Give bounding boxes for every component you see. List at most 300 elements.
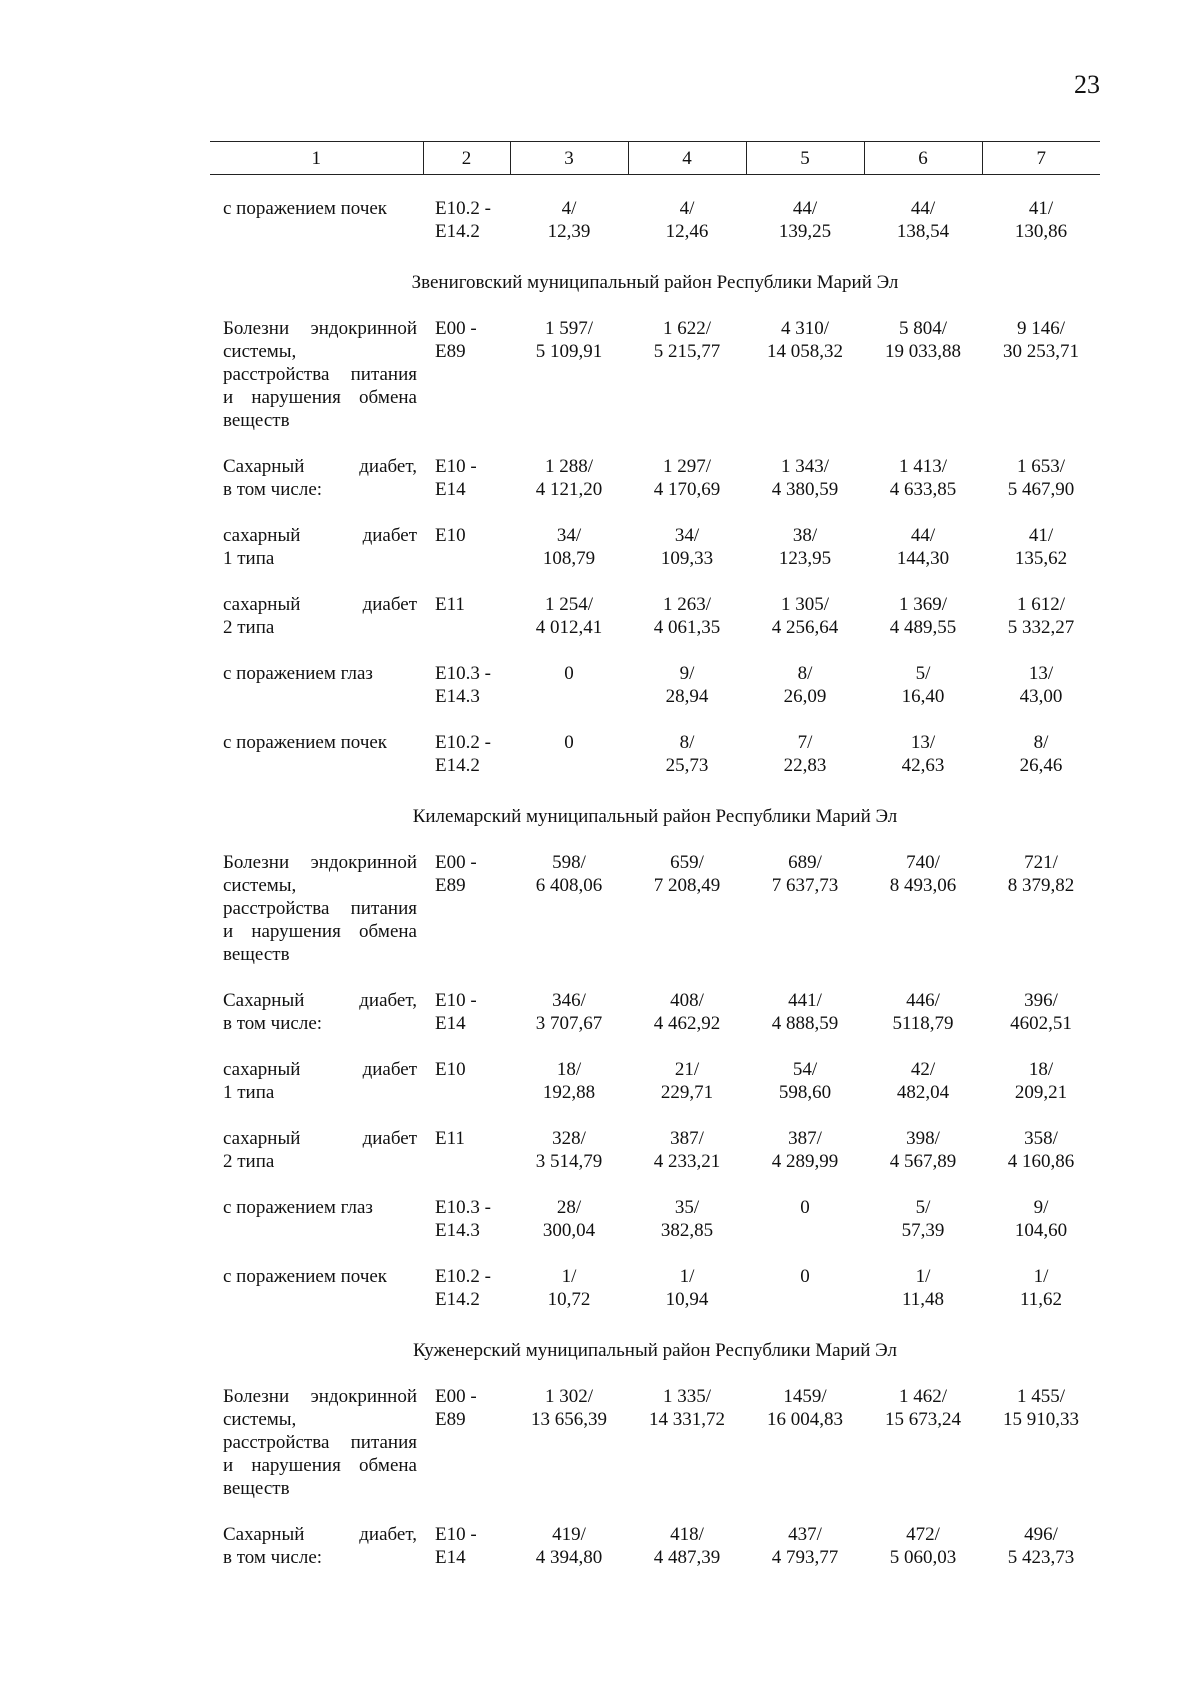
table-row: [210, 1058, 1100, 1104]
value-col-5-line: 1 305/: [780, 594, 830, 615]
value-col-3-line: 1 288/: [544, 456, 594, 477]
table-row: [210, 1385, 1100, 1500]
value-col-7-line: 209,21: [1014, 1082, 1068, 1103]
value-col-5-line: 1459/: [783, 1386, 827, 1407]
column-header-2: 2: [423, 142, 510, 175]
value-col-5-line: 8/: [797, 663, 813, 684]
value-col-7-line: 43,00: [1019, 686, 1063, 707]
value-col-7-line: 8 379,82: [1007, 875, 1075, 896]
value-col-5-line: 123,95: [778, 548, 832, 569]
value-col-4-line: 4/: [679, 198, 695, 219]
value-col-4: [628, 1127, 746, 1173]
value-col-6-line: 1/: [915, 1266, 931, 1287]
value-col-3-line: 3 514,79: [535, 1151, 603, 1172]
value-col-3-line: 1/: [561, 1266, 577, 1287]
spacer: [210, 175, 1100, 198]
spacer: [210, 1500, 1100, 1523]
value-col-3-line: 4 012,41: [535, 617, 603, 638]
icd-code-line: E10.3 -: [435, 1197, 491, 1218]
indicator-name-line: системы,: [223, 1409, 297, 1430]
section-title: Звениговский муниципальный район Республики Марий Эл: [411, 272, 899, 293]
spacer: [210, 257, 1100, 271]
value-col-5: [746, 524, 864, 570]
spacer-row: [210, 777, 1100, 791]
value-col-4-line: 25,73: [665, 755, 709, 776]
column-header-5: 5: [746, 142, 864, 175]
spacer-row: [210, 1035, 1100, 1058]
value-col-5-line: 38/: [792, 525, 818, 546]
indicator-name: [210, 1385, 423, 1500]
value-col-3-line: 108,79: [542, 548, 596, 569]
indicator-name: [210, 1058, 423, 1104]
spacer-row: [210, 1325, 1100, 1339]
value-col-6-line: 42/: [910, 1059, 936, 1080]
value-col-5-line: 1 343/: [780, 456, 830, 477]
header-row: [210, 142, 1100, 175]
table-row: [210, 317, 1100, 432]
table-row: [210, 455, 1100, 501]
value-col-7-line: 9 146/: [1016, 318, 1066, 339]
value-col-4-line: 4 061,35: [653, 617, 721, 638]
indicator-name-line: Болезни эндокринной: [223, 1386, 417, 1407]
value-col-6-line: 138,54: [896, 221, 950, 242]
value-col-5: [746, 1385, 864, 1500]
icd-code-line: E10 -: [435, 456, 477, 477]
column-header-6: 6: [864, 142, 982, 175]
value-col-4-line: 5 215,77: [653, 341, 721, 362]
value-col-5-line: 387/: [788, 1128, 822, 1149]
spacer-row: [210, 243, 1100, 257]
value-col-7-line: 135,62: [1014, 548, 1068, 569]
value-col-4: [628, 593, 746, 639]
table-row: [210, 197, 1100, 243]
value-col-7: [982, 662, 1100, 708]
value-col-7-line: 496/: [1024, 1524, 1058, 1545]
value-col-6: [864, 1196, 982, 1242]
value-col-4: [628, 455, 746, 501]
indicator-name-line: 1 типа: [223, 1082, 275, 1103]
indicator-name: [210, 197, 423, 243]
value-col-4-line: 35/: [674, 1197, 700, 1218]
value-col-7: [982, 197, 1100, 243]
statistics-table-container: [210, 141, 1100, 1583]
value-col-6: [864, 662, 982, 708]
value-col-6: [864, 851, 982, 966]
value-col-6-line: 8 493,06: [889, 875, 957, 896]
value-col-4: [628, 731, 746, 777]
column-header-1: 1: [210, 142, 423, 175]
icd-code-line: E10 -: [435, 990, 477, 1011]
indicator-name-line: и нарушения обмена: [223, 1455, 417, 1476]
indicator-name-line: системы,: [223, 875, 297, 896]
value-col-4: [628, 1523, 746, 1569]
section-row: [210, 805, 1100, 828]
indicator-name: [210, 851, 423, 966]
value-col-5-line: 54/: [792, 1059, 818, 1080]
value-col-3-line: 419/: [552, 1524, 586, 1545]
statistics-table: [210, 141, 1100, 1583]
icd-code-line: E89: [435, 341, 466, 362]
indicator-name-line: 2 типа: [223, 1151, 275, 1172]
value-col-5-line: 689/: [788, 852, 822, 873]
value-col-5-line: 4 888,59: [771, 1013, 839, 1034]
table-row: [210, 1523, 1100, 1569]
value-col-5-line: 4 289,99: [771, 1151, 839, 1172]
value-col-3: [510, 989, 628, 1035]
value-col-5-line: 7/: [797, 732, 813, 753]
value-col-4: [628, 1265, 746, 1311]
value-col-4: [628, 851, 746, 966]
indicator-name-line: в том числе:: [223, 1547, 323, 1568]
value-col-5: [746, 1127, 864, 1173]
icd-code: [423, 1058, 510, 1104]
value-col-4: [628, 197, 746, 243]
table-row: [210, 731, 1100, 777]
value-col-7-line: 721/: [1024, 852, 1058, 873]
value-col-3: [510, 1196, 628, 1242]
indicator-name: [210, 1265, 423, 1311]
value-col-6-line: 1 369/: [898, 594, 948, 615]
indicator-name-line: 1 типа: [223, 548, 275, 569]
value-col-6: [864, 1523, 982, 1569]
value-col-5: [746, 731, 864, 777]
value-col-4-line: 34/: [674, 525, 700, 546]
value-col-6-line: 5/: [915, 1197, 931, 1218]
indicator-name: [210, 317, 423, 432]
spacer-row: [210, 966, 1100, 989]
value-col-7-line: 1 612/: [1016, 594, 1066, 615]
value-col-4-line: 10,94: [665, 1289, 709, 1310]
table-row: [210, 524, 1100, 570]
table-row: [210, 989, 1100, 1035]
icd-code: [423, 662, 510, 708]
icd-code-line: E10 -: [435, 1524, 477, 1545]
indicator-name-line: системы,: [223, 341, 297, 362]
value-col-7-line: 8/: [1033, 732, 1049, 753]
icd-code-line: E14.2: [435, 755, 480, 776]
spacer: [210, 1311, 1100, 1325]
value-col-6-line: 482,04: [896, 1082, 950, 1103]
value-col-4-line: 229,71: [660, 1082, 714, 1103]
value-col-6: [864, 1127, 982, 1173]
spacer-row: [210, 1173, 1100, 1196]
value-col-3-line: 0: [564, 732, 574, 753]
icd-code: [423, 197, 510, 243]
indicator-name-line: Болезни эндокринной: [223, 318, 417, 339]
value-col-5-line: 598,60: [778, 1082, 832, 1103]
spacer-row: [210, 791, 1100, 805]
value-col-5-line: 0: [800, 1197, 810, 1218]
value-col-7-line: 4602,51: [1010, 1013, 1072, 1034]
value-col-3: [510, 593, 628, 639]
value-col-3-line: 12,39: [547, 221, 591, 242]
value-col-7: [982, 851, 1100, 966]
icd-code: [423, 1127, 510, 1173]
value-col-3: [510, 1265, 628, 1311]
value-col-5-line: 4 256,64: [771, 617, 839, 638]
value-col-4-line: 21/: [674, 1059, 700, 1080]
value-col-3-line: 1 254/: [544, 594, 594, 615]
value-col-4-line: 382,85: [660, 1220, 714, 1241]
indicator-name-line: и нарушения обмена: [223, 387, 417, 408]
indicator-name-line: расстройства питания: [223, 364, 417, 385]
spacer: [210, 243, 1100, 257]
value-col-6: [864, 1058, 982, 1104]
value-col-4-line: 109,33: [660, 548, 714, 569]
value-col-5-line: 4 310/: [780, 318, 830, 339]
value-col-6-line: 5/: [915, 663, 931, 684]
indicator-name-line: и нарушения обмена: [223, 921, 417, 942]
icd-code: [423, 1196, 510, 1242]
value-col-5: [746, 851, 864, 966]
value-col-5-line: 437/: [788, 1524, 822, 1545]
value-col-5-line: 441/: [788, 990, 822, 1011]
value-col-7-line: 358/: [1024, 1128, 1058, 1149]
value-col-6: [864, 1385, 982, 1500]
value-col-6-line: 42,63: [901, 755, 945, 776]
table-row: [210, 1196, 1100, 1242]
indicator-name-line: с поражением почек: [223, 198, 388, 219]
spacer: [210, 828, 1100, 851]
value-col-3-line: 1 597/: [544, 318, 594, 339]
value-col-7-line: 1 455/: [1016, 1386, 1066, 1407]
icd-code-line: E14: [435, 1547, 466, 1568]
icd-code: [423, 1385, 510, 1500]
value-col-7-line: 104,60: [1014, 1220, 1068, 1241]
value-col-6-line: 1 413/: [898, 456, 948, 477]
value-col-3-line: 4/: [561, 198, 577, 219]
spacer: [210, 1104, 1100, 1127]
icd-code: [423, 1523, 510, 1569]
indicator-name: [210, 593, 423, 639]
value-col-4-line: 8/: [679, 732, 695, 753]
spacer-row: [210, 175, 1100, 198]
section-title: Куженерский муниципальный район Республики Марий Эл: [413, 1340, 897, 1361]
spacer-row: [210, 570, 1100, 593]
value-col-4-line: 418/: [670, 1524, 704, 1545]
value-col-6-line: 57,39: [901, 1220, 945, 1241]
icd-code-line: E10.2 -: [435, 1266, 491, 1287]
value-col-5-line: 4 380,59: [771, 479, 839, 500]
indicator-name-line: сахарный диабет: [223, 525, 417, 546]
value-col-7: [982, 1196, 1100, 1242]
value-col-4-line: 1 297/: [662, 456, 712, 477]
indicator-name: [210, 731, 423, 777]
value-col-4: [628, 317, 746, 432]
indicator-name-line: в том числе:: [223, 479, 323, 500]
value-col-4-line: 1 622/: [662, 318, 712, 339]
spacer-row: [210, 1242, 1100, 1265]
value-col-7-line: 5 467,90: [1007, 479, 1075, 500]
value-col-4-line: 12,46: [665, 221, 709, 242]
value-col-3-line: 192,88: [542, 1082, 596, 1103]
value-col-6-line: 1 462/: [898, 1386, 948, 1407]
value-col-4: [628, 1385, 746, 1500]
value-col-3: [510, 1523, 628, 1569]
icd-code: [423, 593, 510, 639]
value-col-5-line: 139,25: [778, 221, 832, 242]
icd-code-line: E10: [435, 1059, 466, 1080]
value-col-5-line: 16 004,83: [767, 1409, 843, 1430]
section-title: Килемарский муниципальный район Республики Марий Эл: [412, 806, 898, 827]
value-col-6-line: 5 804/: [898, 318, 948, 339]
value-col-7-line: 1 653/: [1016, 456, 1066, 477]
indicator-name-line: веществ: [223, 944, 290, 965]
value-col-7-line: 4 160,86: [1007, 1151, 1075, 1172]
table-header: [210, 142, 1100, 175]
value-col-4-line: 28,94: [665, 686, 709, 707]
value-col-7-line: 5 423,73: [1007, 1547, 1075, 1568]
icd-code-line: E00 -: [435, 1386, 477, 1407]
icd-code-line: E11: [435, 1128, 465, 1149]
value-col-7: [982, 989, 1100, 1035]
value-col-5: [746, 1058, 864, 1104]
value-col-6-line: 11,48: [901, 1289, 945, 1310]
value-col-3-line: 18/: [556, 1059, 582, 1080]
spacer: [210, 294, 1100, 317]
value-col-6-line: 44/: [910, 525, 936, 546]
icd-code-line: E10: [435, 525, 466, 546]
value-col-3: [510, 455, 628, 501]
table-row: [210, 851, 1100, 966]
spacer-row: [210, 501, 1100, 524]
value-col-5-line: 7 637,73: [771, 875, 839, 896]
value-col-7: [982, 317, 1100, 432]
value-col-5: [746, 1196, 864, 1242]
icd-code: [423, 524, 510, 570]
page-number: 23: [1074, 70, 1100, 99]
value-col-6: [864, 455, 982, 501]
indicator-name-line: веществ: [223, 1478, 290, 1499]
spacer-row: [210, 708, 1100, 731]
value-col-3: [510, 662, 628, 708]
value-col-7-line: 11,62: [1019, 1289, 1063, 1310]
value-col-6: [864, 317, 982, 432]
value-col-7-line: 41/: [1028, 525, 1054, 546]
value-col-3-line: 598/: [552, 852, 586, 873]
value-col-5: [746, 593, 864, 639]
value-col-7-line: 18/: [1028, 1059, 1054, 1080]
value-col-3: [510, 851, 628, 966]
value-col-6: [864, 593, 982, 639]
section-row: [210, 271, 1100, 294]
icd-code: [423, 317, 510, 432]
indicator-name-line: с поражением глаз: [223, 663, 373, 684]
value-col-6: [864, 1265, 982, 1311]
value-col-7-line: 396/: [1024, 990, 1058, 1011]
value-col-7: [982, 1385, 1100, 1500]
spacer: [210, 1325, 1100, 1339]
value-col-3-line: 328/: [552, 1128, 586, 1149]
value-col-6-line: 4 489,55: [889, 617, 957, 638]
indicator-name-line: сахарный диабет: [223, 1128, 417, 1149]
value-col-3: [510, 197, 628, 243]
value-col-7: [982, 1523, 1100, 1569]
icd-code-line: E14: [435, 479, 466, 500]
table-row: [210, 593, 1100, 639]
value-col-6-line: 15 673,24: [885, 1409, 961, 1430]
indicator-name-line: с поражением почек: [223, 732, 388, 753]
value-col-5: [746, 317, 864, 432]
value-col-3-line: 3 707,67: [535, 1013, 603, 1034]
value-col-7-line: 9/: [1033, 1197, 1049, 1218]
spacer: [210, 1569, 1100, 1583]
value-col-7-line: 5 332,27: [1007, 617, 1075, 638]
value-col-4-line: 1 263/: [662, 594, 712, 615]
value-col-5-line: 14 058,32: [767, 341, 843, 362]
spacer-row: [210, 639, 1100, 662]
value-col-4-line: 4 233,21: [653, 1151, 721, 1172]
value-col-7-line: 30 253,71: [1003, 341, 1079, 362]
value-col-3: [510, 524, 628, 570]
indicator-name-line: веществ: [223, 410, 290, 431]
value-col-4-line: 659/: [670, 852, 704, 873]
indicator-name: [210, 662, 423, 708]
column-header-3: 3: [510, 142, 628, 175]
column-header-4: 4: [628, 142, 746, 175]
value-col-6-line: 740/: [906, 852, 940, 873]
value-col-6-line: 44/: [910, 198, 936, 219]
spacer: [210, 708, 1100, 731]
value-col-7-line: 15 910,33: [1003, 1409, 1079, 1430]
value-col-3-line: 4 121,20: [535, 479, 603, 500]
value-col-6: [864, 989, 982, 1035]
spacer: [210, 777, 1100, 791]
icd-code-line: E14.2: [435, 1289, 480, 1310]
value-col-5: [746, 1265, 864, 1311]
value-col-7-line: 26,46: [1019, 755, 1063, 776]
icd-code-line: E14.3: [435, 686, 480, 707]
value-col-6-line: 19 033,88: [885, 341, 961, 362]
spacer: [210, 1242, 1100, 1265]
icd-code: [423, 989, 510, 1035]
value-col-5: [746, 455, 864, 501]
indicator-name-line: 2 типа: [223, 617, 275, 638]
value-col-7: [982, 524, 1100, 570]
table-body: [210, 175, 1100, 1584]
indicator-name: [210, 1196, 423, 1242]
indicator-name: [210, 524, 423, 570]
indicator-name-line: Сахарный диабет,: [223, 1524, 417, 1545]
value-col-6: [864, 197, 982, 243]
value-col-5-line: 0: [800, 1266, 810, 1287]
value-col-4-line: 4 170,69: [653, 479, 721, 500]
value-col-4: [628, 1196, 746, 1242]
value-col-6-line: 398/: [906, 1128, 940, 1149]
value-col-4-line: 4 487,39: [653, 1547, 721, 1568]
value-col-5-line: 4 793,77: [771, 1547, 839, 1568]
value-col-6: [864, 524, 982, 570]
icd-code-line: E14.3: [435, 1220, 480, 1241]
spacer-row: [210, 1362, 1100, 1385]
spacer-row: [210, 828, 1100, 851]
value-col-7: [982, 1127, 1100, 1173]
spacer: [210, 570, 1100, 593]
icd-code-line: E00 -: [435, 852, 477, 873]
table-row: [210, 662, 1100, 708]
value-col-6-line: 446/: [906, 990, 940, 1011]
spacer: [210, 1362, 1100, 1385]
value-col-5: [746, 989, 864, 1035]
spacer: [210, 1035, 1100, 1058]
value-col-6-line: 5 060,03: [889, 1547, 957, 1568]
value-col-3-line: 300,04: [542, 1220, 596, 1241]
icd-code-line: E00 -: [435, 318, 477, 339]
value-col-3-line: 10,72: [547, 1289, 591, 1310]
value-col-6-line: 472/: [906, 1524, 940, 1545]
value-col-5-line: 44/: [792, 198, 818, 219]
indicator-name-line: расстройства питания: [223, 898, 417, 919]
